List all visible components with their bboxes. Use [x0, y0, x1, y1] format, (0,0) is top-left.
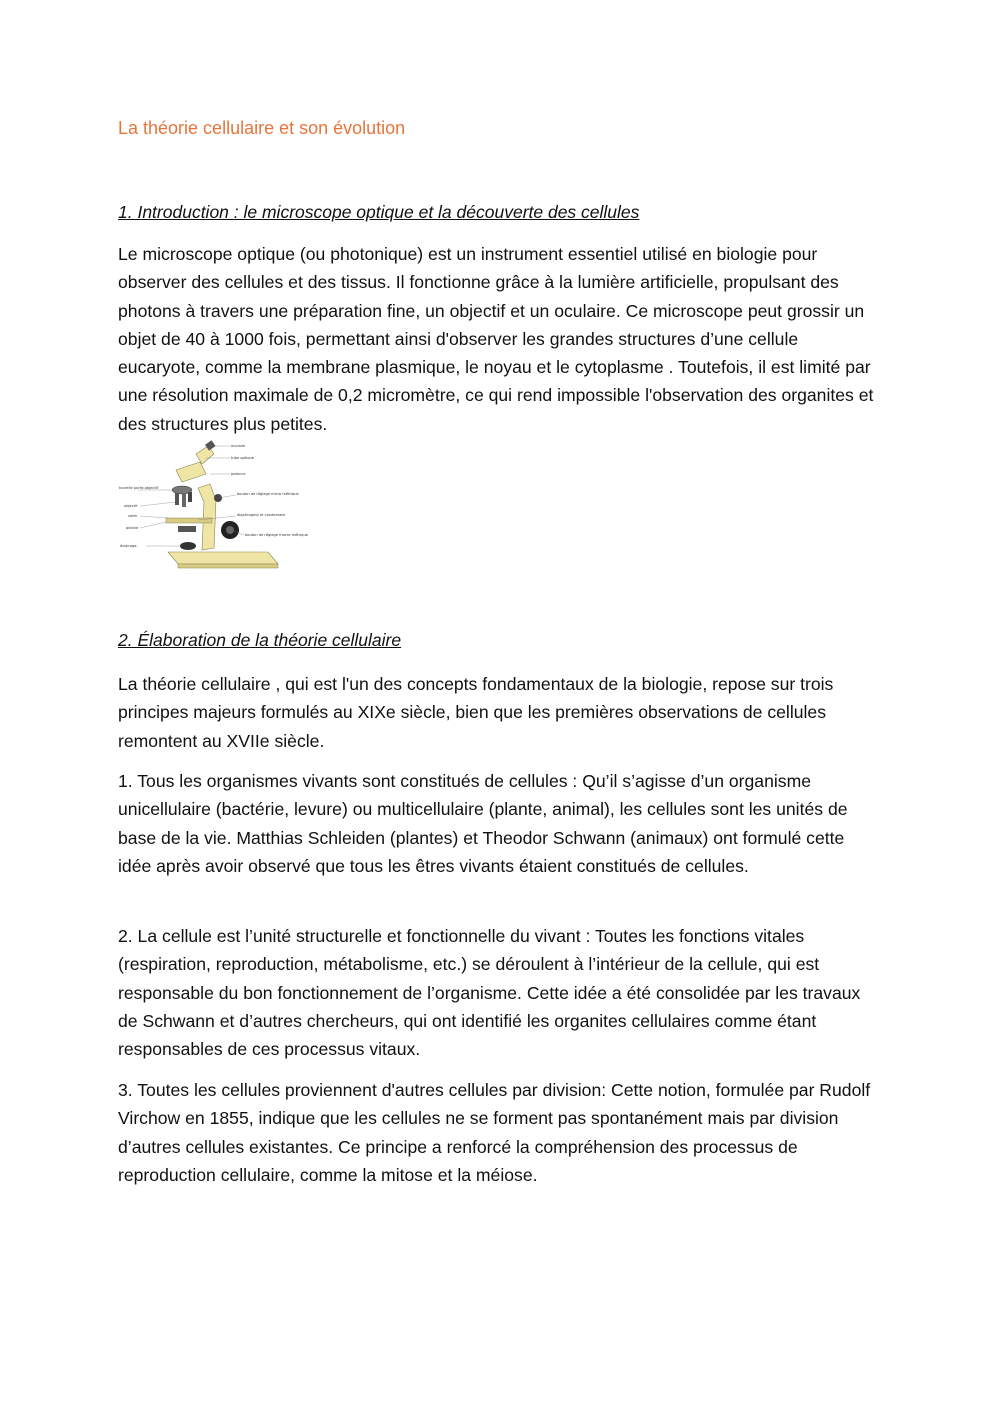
- paragraph-principe-2: 2. La cellule est l’unité structurelle et fonctionnelle du vivant : Toutes les fonctions vitales (respiration, reproduction, métabolisme, etc.) se déroulent à l’intérieur de la cellule, qui est responsable du bon fonctionnement de l’organisme. Cette idée a été consolidée par les travaux de Schwann et d’autres chercheurs, qui ont identifié les organites cellulaires comme étant responsables de ces processus vitaux.: [118, 926, 861, 1060]
- figure-label-objectif: objectif: [124, 504, 138, 508]
- figure-label-valet: valet: [128, 514, 137, 518]
- paragraph-microscope: Le microscope optique (ou photonique) est un instrument essentiel utilisé en biologie pour observer des cellules et des tissus. Il fonctionne grâce à la lumière artificielle, propulsant des photons à travers une préparation fine, un objectif et un oculaire. Ce microscope peut grossir un objet de 40 à 1000 fois, permettant ainsi d'observer les grandes structures d’une cellule eucaryote, comme la membrane plasmique, le noyau et le cytoplasme . Toutefois, il est limité par une résolution maximale de 0,2 micromètre, ce qui rend impossible l'observation des organites et des structures plus petites.: [118, 244, 874, 434]
- section-heading-elaboration: 2. Élaboration de la théorie cellulaire: [118, 630, 402, 650]
- figure-label-oculaire: oculaire: [231, 444, 246, 448]
- microscope-illustration: [118, 440, 308, 572]
- figure-label-eclairage: éclairage: [120, 544, 137, 548]
- microscope-figure: [118, 440, 308, 572]
- figure-label-diaphragme: diaphragme et condenseur: [237, 513, 286, 517]
- paragraph-principe-3: 3. Toutes les cellules proviennent d'autres cellules par division: Cette notion, formulée par Rudolf Virchow en 1855, indique que les cellules ne se forment pas spontanément mais par division d’autres cellules existantes. Ce principe a renforcé la compréhension des processus de reproduction cellulaire, comme la mitose et la méiose.: [118, 1080, 871, 1185]
- figure-label-potence: potence: [231, 472, 246, 476]
- figure-label-micrometrique: bouton de réglage micro métrique: [237, 492, 299, 496]
- section-heading-introduction: 1. Introduction : le microscope optique et la découverte des cellules: [118, 202, 640, 222]
- figure-label-platine: platine: [126, 526, 139, 530]
- paragraph-principe-1: 1. Tous les organismes vivants sont constitués de cellules : Qu’il s’agisse d’un organisme unicellulaire (bactérie, levure) ou multicellulaire (plante, animal), les cellules sont les unités de base de la vie. Matthias Schleiden (plantes) et Theodor Schwann (animaux) ont formulé cette idée après avoir observé que tous les êtres vivants étaient constitués de cellules.: [118, 771, 848, 876]
- paragraph-theorie-intro: La théorie cellulaire , qui est l'un des concepts fondamentaux de la biologie, repose sur trois principes majeurs formulés au XIXe siècle, bien que les premières observations de cellules remontent au XVIIe siècle.: [118, 674, 834, 751]
- document-title: La théorie cellulaire et son évolution: [118, 118, 406, 138]
- figure-label-tourelle: tourelle porte-objectif: [119, 486, 159, 490]
- figure-label-macrometrique: bouton de réglage macro métrique: [245, 533, 308, 537]
- figure-label-tube-optique: tube optique: [231, 456, 254, 460]
